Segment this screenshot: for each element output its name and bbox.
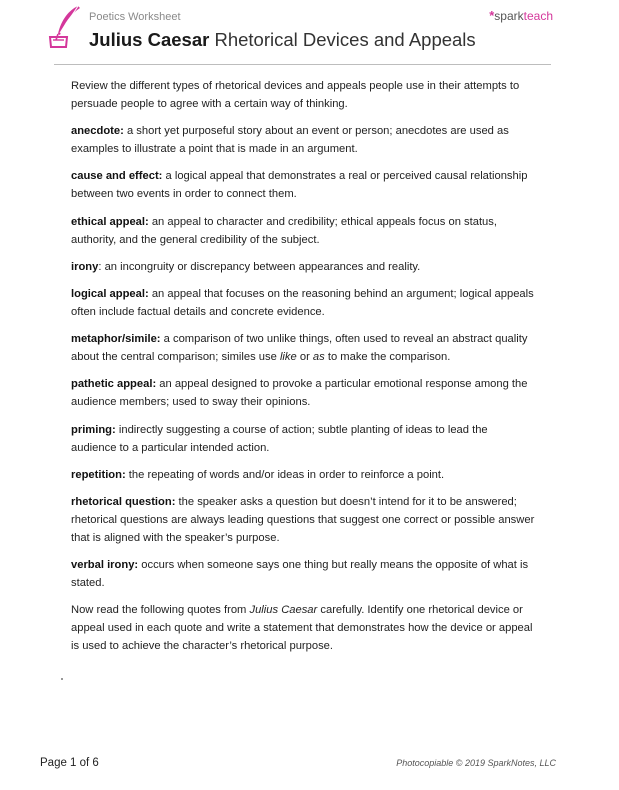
definition-item <box>71 213 536 249</box>
brand-star: * <box>489 8 495 23</box>
definition-text: : an incongruity or discrepancy between appearances and reality. <box>98 260 421 273</box>
definition-term: repetition: <box>71 468 126 481</box>
definition-item <box>71 122 536 158</box>
instructions-text: Now read the following quotes from <box>71 604 250 617</box>
definition-text: or <box>296 351 313 364</box>
instructions-work-title: Julius Caesar <box>249 604 318 617</box>
page-title <box>89 29 476 51</box>
definition-term: anecdote: <box>71 125 124 138</box>
brand-teach: teach <box>523 9 553 23</box>
worksheet-kicker: Poetics Worksheet <box>89 11 181 23</box>
definition-item <box>71 556 536 592</box>
instructions-paragraph <box>71 601 536 655</box>
definition-text: an appeal that focuses on the reasoning behind an argument; logical appeals often include factual details and concrete evidence. <box>71 287 534 318</box>
definition-item <box>71 375 536 411</box>
definition-term: verbal irony: <box>71 559 139 572</box>
definition-emphasis: as <box>312 351 325 364</box>
definition-text: an appeal designed to provoke a particular emotional response among the audience members; used to sway their opinions. <box>71 378 528 409</box>
title-work: Julius Caesar <box>89 29 210 50</box>
definition-term: rhetorical question: <box>71 495 176 508</box>
definition-item <box>71 330 536 366</box>
definition-item <box>71 466 536 484</box>
definition-term: priming: <box>71 423 116 436</box>
definition-item <box>71 421 536 457</box>
definition-text: a logical appeal that demonstrates a real or perceived causal relationship between two events in order to connect them. <box>71 170 528 201</box>
stray-dot <box>61 678 63 680</box>
definition-text: occurs when someone says one thing but really means the opposite of what is stated. <box>71 559 529 590</box>
title-subject: Rhetorical Devices and Appeals <box>209 29 476 50</box>
instructions-text: carefully. Identify one rhetorical device or appeal used in each quote and write a statement that demonstrates how the device or appeal is used to achieve the character’s rhetorical purpose. <box>71 604 533 653</box>
definition-emphasis: like <box>279 351 297 364</box>
definition-term: logical appeal: <box>71 287 149 300</box>
definition-term: metaphor/simile: <box>71 333 161 346</box>
quill-and-inkwell-icon <box>47 4 83 48</box>
definition-term: irony <box>71 260 99 273</box>
definition-text: the repeating of words and/or ideas in order to reinforce a point. <box>125 468 445 481</box>
definition-text: indirectly suggesting a course of action; subtle planting of ideas to lead the audience to a particular intended action. <box>71 423 488 454</box>
sparkteach-logo <box>489 8 553 23</box>
definition-text: a comparison of two unlike things, often used to reveal an abstract quality about the central comparison; similes use <box>71 333 528 364</box>
definition-term: ethical appeal: <box>71 215 149 228</box>
definition-term: pathetic appeal: <box>71 378 157 391</box>
definition-text: an appeal to character and credibility; ethical appeals focus on status, authority, and the general credibility of the subject. <box>71 215 497 246</box>
definition-item <box>71 258 536 276</box>
intro-paragraph: Review the different types of rhetorical devices and appeals people use in their attempts to persuade people to agree with a certain way of thinking. <box>71 80 520 110</box>
definition-item <box>71 285 536 321</box>
page-number: Page 1 of 6 <box>40 757 99 769</box>
worksheet-body <box>71 77 536 664</box>
worksheet-header <box>0 0 619 64</box>
definition-text: a short yet purposeful story about an event or person; anecdotes are used as examples to illustrate a point that is made in an argument. <box>71 125 509 156</box>
copyright-notice: Photocopiable © 2019 SparkNotes, LLC <box>396 758 556 768</box>
definition-item <box>71 493 536 547</box>
definition-text: the speaker asks a question but doesn’t intend for it to be answered; rhetorical questions are always leading questions that suggest one correct or possible answer that is aligned with the speaker’s purpose. <box>71 495 535 544</box>
definition-item <box>71 167 536 203</box>
brand-spark: spark <box>494 9 524 23</box>
definition-term: cause and effect: <box>71 170 163 183</box>
definition-text: to make the comparison. <box>324 351 451 364</box>
header-divider <box>54 64 551 65</box>
